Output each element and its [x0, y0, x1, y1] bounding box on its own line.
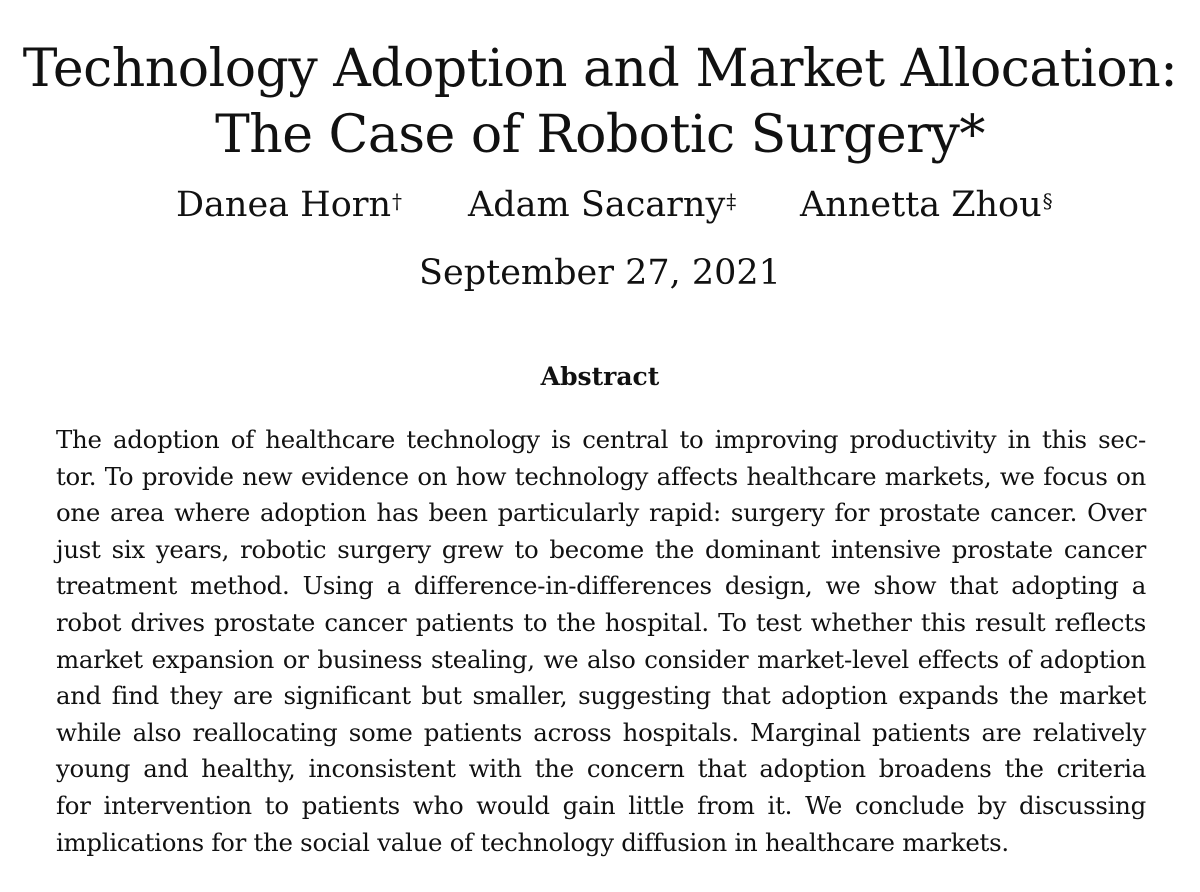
abstract-line: treatment method. Using a difference-in-differences design, we show that adopting a: [56, 571, 1146, 601]
abstract-line: young and healthy, inconsistent with the concern that adoption broadens the criteria: [56, 754, 1146, 784]
title-line-1: Technology Adoption and Market Allocation:: [22, 39, 1178, 99]
abstract-line: just six years, robotic surgery grew to become the dominant intensive prostate cancer: [56, 534, 1146, 564]
author-name: Danea Horn: [176, 185, 392, 225]
author-list: [0, 182, 1200, 232]
abstract-heading: Abstract: [540, 362, 660, 391]
abstract-body: [56, 422, 1146, 861]
abstract-line: one area where adoption has been particularly rapid: surgery for prostate cancer. Over: [56, 498, 1146, 528]
abstract-line: implications for the social value of technology diffusion in healthcare markets.: [56, 827, 1009, 857]
abstract-line: market expansion or business stealing, we also consider market-level effects of adoption: [56, 644, 1146, 674]
publication-date: September 27, 2021: [419, 253, 781, 293]
abstract-line: The adoption of healthcare technology is central to improving productivity in this sec-: [56, 425, 1146, 454]
author-annetta-zhou: [800, 182, 1053, 228]
author-adam-sacarny: [468, 182, 736, 228]
title-line-2: The Case of Robotic Surgery*: [215, 105, 985, 165]
affiliation-mark: †: [392, 189, 403, 213]
affiliation-mark: §: [1042, 189, 1053, 213]
author-danea-horn: [176, 182, 402, 228]
paper-title: [0, 36, 1200, 168]
abstract-line: while also reallocating some patients across hospitals. Marginal patients are relatively: [56, 717, 1146, 747]
abstract-line: for intervention to patients who would gain little from it. We conclude by discussing: [56, 790, 1146, 820]
abstract-line: robot drives prostate cancer patients to the hospital. To test whether this result reflects: [56, 607, 1146, 637]
abstract-line: and find they are significant but smaller, suggesting that adoption expands the market: [56, 681, 1146, 711]
author-name: Adam Sacarny: [468, 185, 726, 225]
abstract-line: tor. To provide new evidence on how technology affects healthcare markets, we focus on: [56, 461, 1146, 491]
author-name: Annetta Zhou: [800, 185, 1042, 225]
affiliation-mark: ‡: [726, 189, 737, 213]
